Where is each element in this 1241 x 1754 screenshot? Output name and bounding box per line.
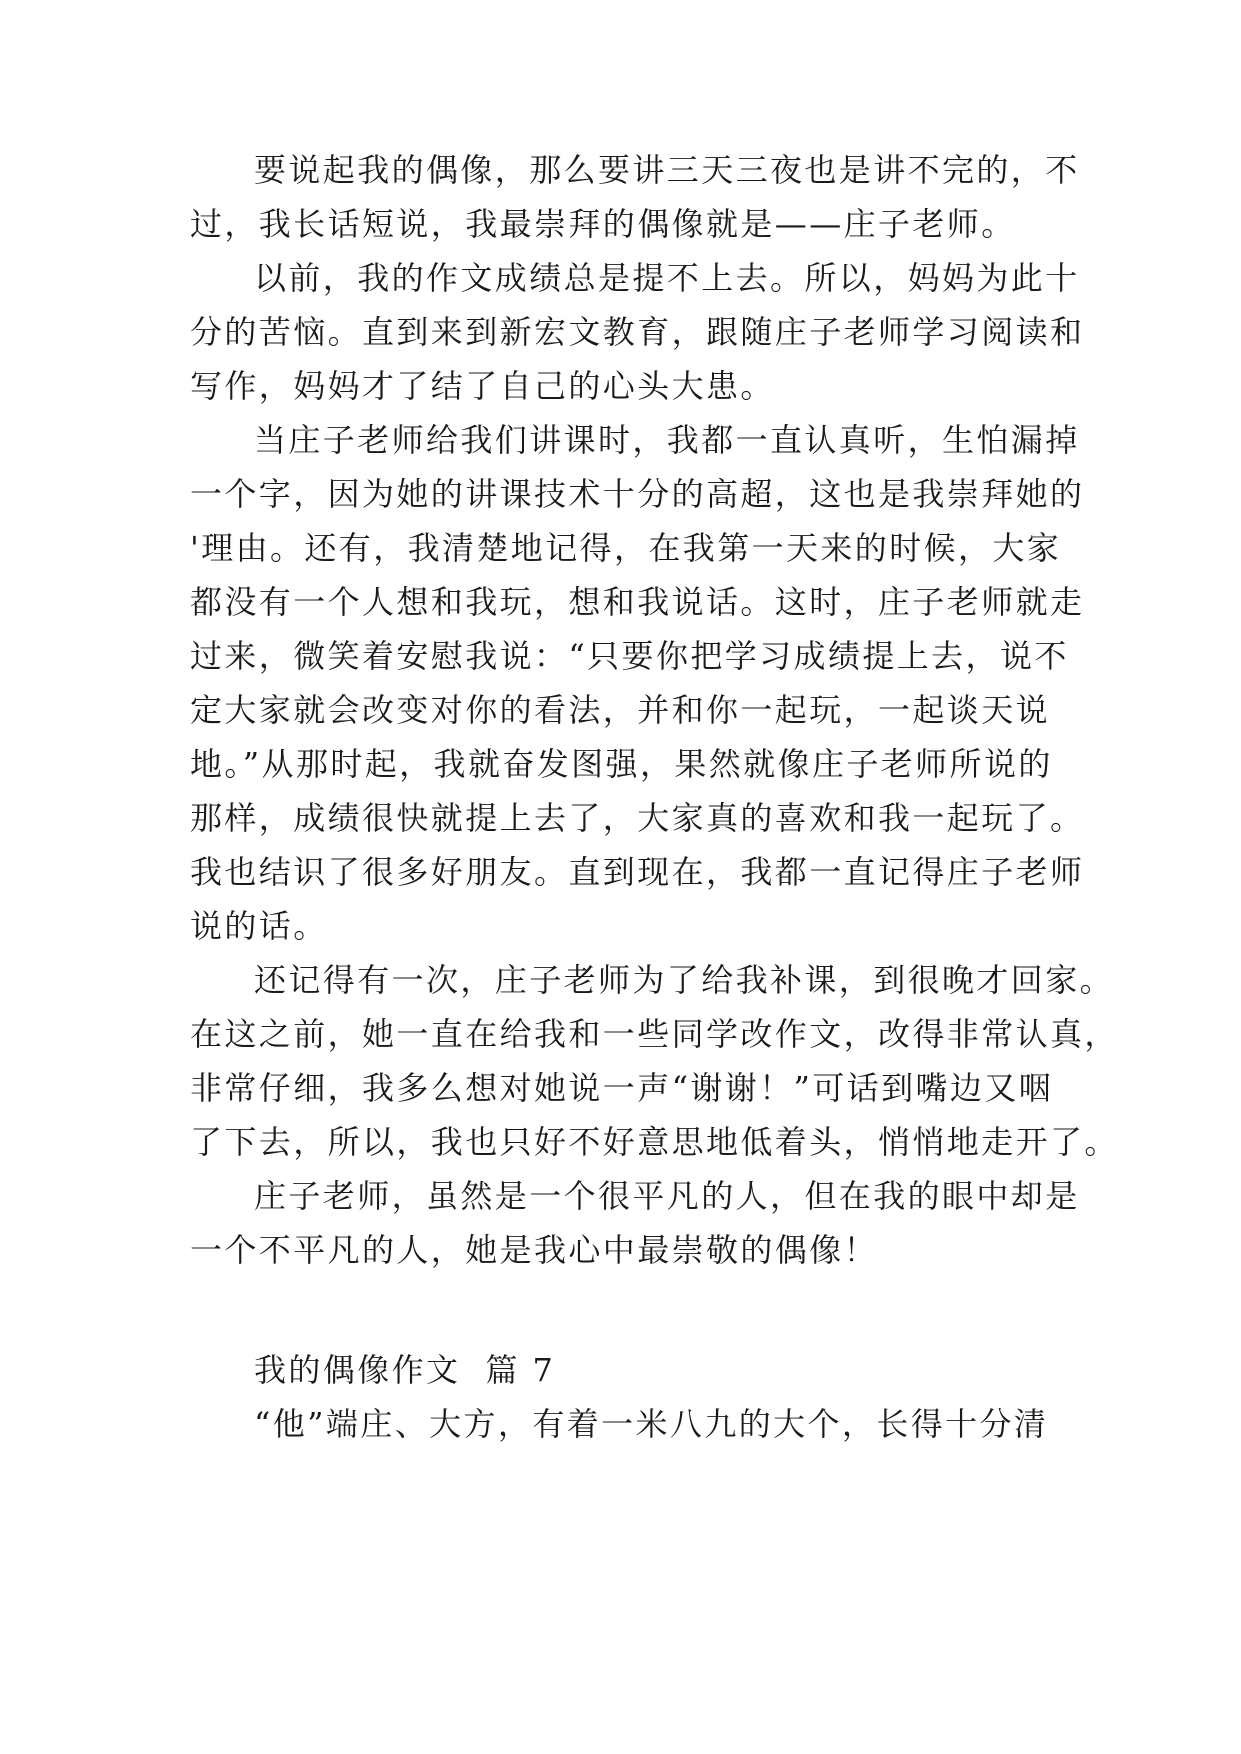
paragraph-3-line-8: 那样，成绩很快就提上去了，大家真的喜欢和我一起玩了。 (190, 799, 1085, 837)
paragraph-4-line-1: 还记得有一次，庄子老师为了给我补课，到很晚才回家。 (254, 961, 1115, 999)
paragraph-3-line-7: 地。”从那时起，我就奋发图强，果然就像庄子老师所说的 (190, 745, 1053, 783)
paragraph-3-line-5: 过来，微笑着安慰我说：“只要你把学习成绩提上去，说不 (190, 637, 1069, 675)
section-heading: 我的偶像作文 篇 7 (254, 1351, 556, 1389)
paragraph-4-line-4: 了下去，所以，我也只好不好意思地低着头，悄悄地走开了。 (190, 1123, 1119, 1161)
paragraph-4-line-3: 非常仔细，我多么想对她说一声“谢谢！”可话到嘴边又咽 (190, 1069, 1054, 1107)
paragraph-3-line-10: 说的话。 (190, 907, 328, 945)
paragraph-2-line-2: 分的苦恼。直到来到新宏文教育，跟随庄子老师学习阅读和 (190, 313, 1085, 351)
paragraph-1-line-2: 过，我长话短说，我最崇拜的偶像就是——庄子老师。 (190, 205, 1016, 243)
paragraph-6-line-1: “他”端庄、大方，有着一米八九的大个，长得十分清 (254, 1405, 1049, 1443)
paragraph-5-line-2: 一个不平凡的人，她是我心中最崇敬的偶像！ (190, 1231, 879, 1269)
paragraph-3-line-1: 当庄子老师给我们讲课时，我都一直认真听，生怕漏掉 (254, 421, 1080, 459)
paragraph-3-line-3: '理由。还有，我清楚地记得，在我第一天来的时候，大家 (190, 529, 1062, 567)
paragraph-3-line-9: 我也结识了很多好朋友。直到现在，我都一直记得庄子老师 (190, 853, 1085, 891)
paragraph-2-line-1: 以前，我的作文成绩总是提不上去。所以，妈妈为此十 (254, 259, 1080, 297)
paragraph-3-line-2: 一个字，因为她的讲课技术十分的高超，这也是我崇拜她的 (190, 475, 1085, 513)
paragraph-3-line-4: 都没有一个人想和我玩，想和我说话。这时，庄子老师就走 (190, 583, 1085, 621)
paragraph-3-line-6: 定大家就会改变对你的看法，并和你一起玩，一起谈天说 (190, 691, 1051, 729)
paragraph-4-line-2: 在这之前，她一直在给我和一些同学改作文，改得非常认真， (190, 1015, 1119, 1053)
paragraph-2-line-3: 写作，妈妈才了结了自己的心头大患。 (190, 367, 775, 405)
paragraph-5-line-1: 庄子老师，虽然是一个很平凡的人，但在我的眼中却是 (254, 1177, 1080, 1215)
paragraph-1-line-1: 要说起我的偶像，那么要讲三天三夜也是讲不完的，不 (254, 151, 1080, 189)
